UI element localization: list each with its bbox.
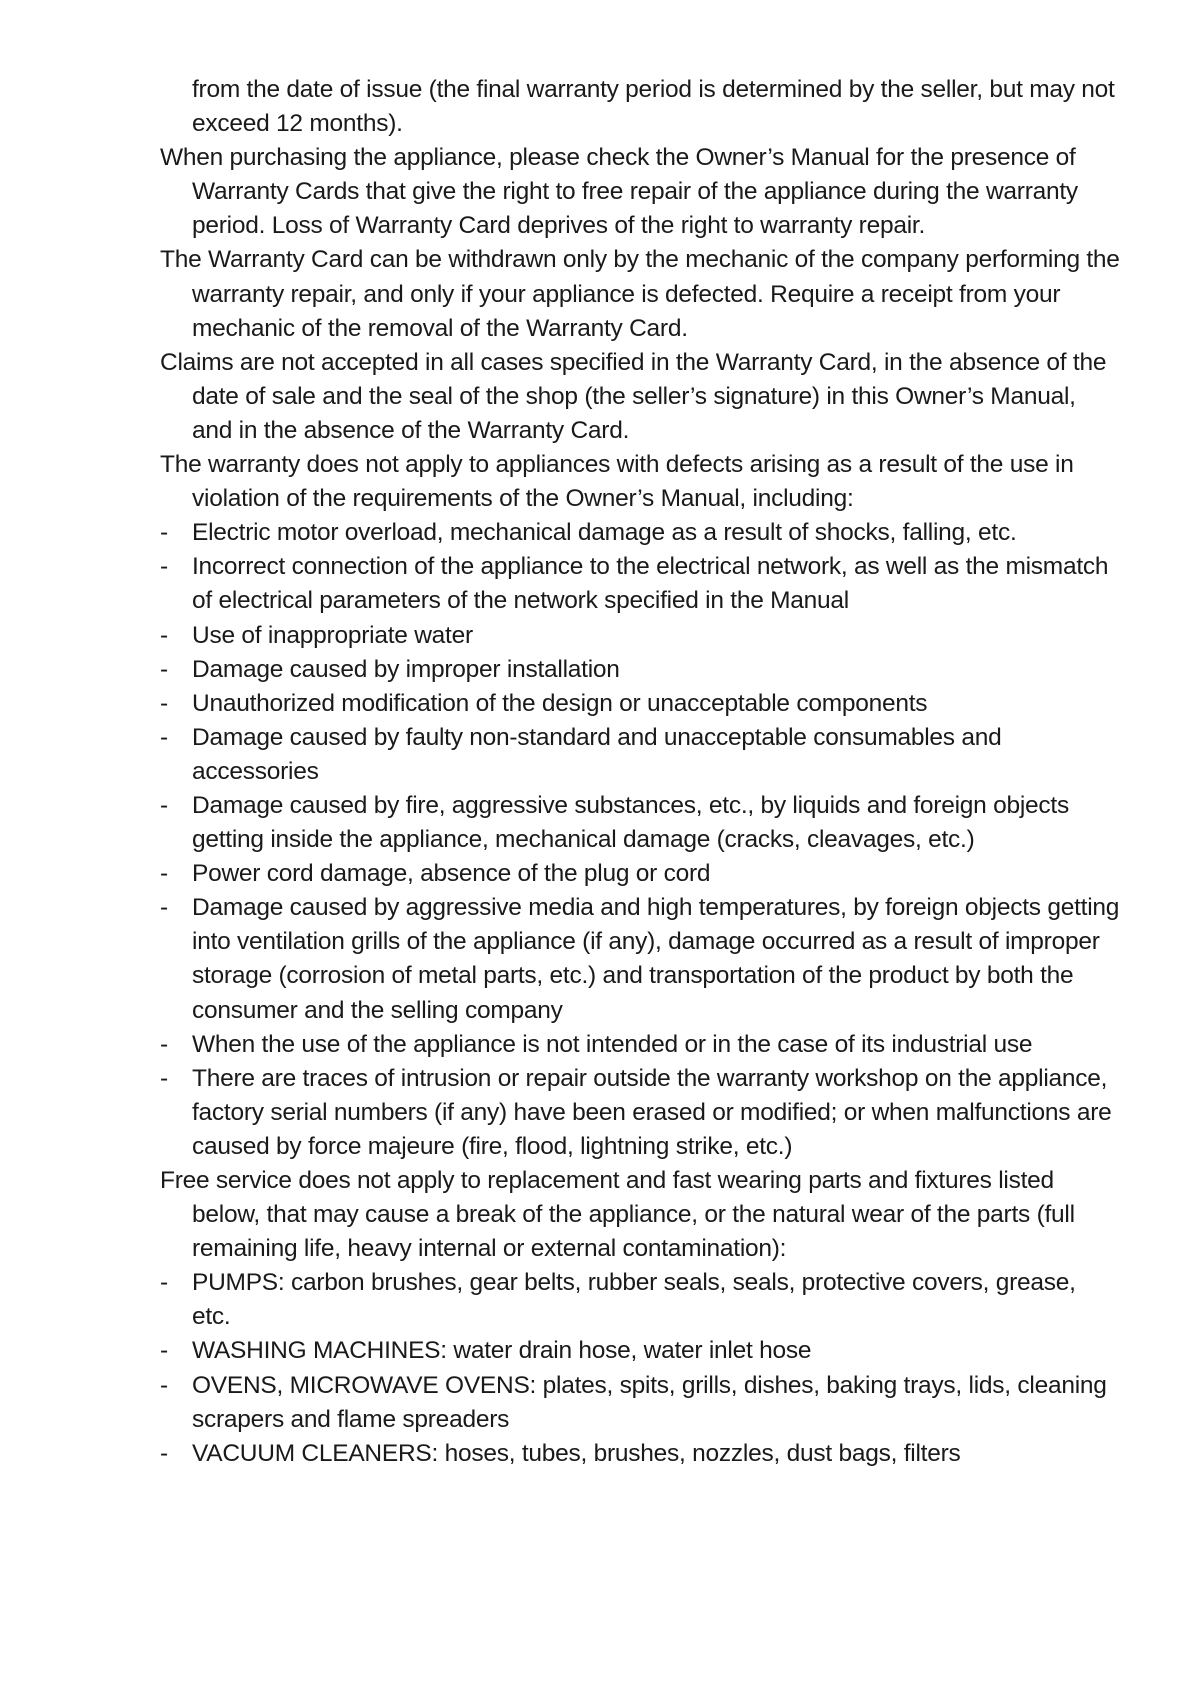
list-item-text: When the use of the appliance is not intended or in the case of its industrial use [192, 1030, 1033, 1058]
paragraph-warranty-cards: When purchasing the appliance, please check the Owner’s Manual for the presence of Warranty Cards that give the right to free repair of the appliance during the warranty period. Loss of Warranty Card deprives of the right to warranty repair. [160, 144, 1078, 240]
bullet-dash: - [160, 1337, 168, 1365]
continuation-text: from the date of issue (the final warranty period is determined by the seller, but may not exceed 12 months). [192, 76, 1115, 138]
bullet-dash: - [160, 1064, 168, 1092]
list-item-text: Damage caused by faulty non-standard and unacceptable consumables and accessories [192, 723, 1002, 785]
bullet-dash: - [160, 519, 168, 547]
list-item-text: There are traces of intrusion or repair outside the warranty workshop on the appliance, factory serial numbers (if any) have been erased or modified; or when malfunctions are caused by force majeure (fire, flood, lightning strike, etc.) [192, 1064, 1112, 1160]
bullet-dash: - [160, 621, 168, 649]
bullet-dash: - [160, 791, 168, 819]
bullet-dash: - [160, 723, 168, 751]
bullet-dash: - [160, 1030, 168, 1058]
paragraph-warranty-exclusions: The warranty does not apply to appliances with defects arising as a result of the use in violation of the requirements of the Owner’s Manual, including: [160, 451, 1074, 513]
list-item-text: PUMPS: carbon brushes, gear belts, rubber seals, seals, protective covers, grease, etc. [192, 1269, 1076, 1331]
list-item [160, 1369, 1120, 1437]
list-item [160, 516, 1120, 550]
bullet-dash: - [160, 1371, 168, 1399]
bullet-dash: - [160, 553, 168, 581]
exclusions-list [160, 516, 1120, 1164]
bullet-dash: - [160, 689, 168, 717]
list-item-text: OVENS, MICROWAVE OVENS: plates, spits, grills, dishes, baking trays, lids, cleaning scrapers and flame spreaders [192, 1371, 1107, 1433]
list-item [160, 619, 1120, 653]
list-item-text: Incorrect connection of the appliance to the electrical network, as well as the mismatch of electrical parameters of the network specified in the Manual [192, 553, 1109, 615]
list-item [160, 1437, 1120, 1471]
list-item-text: Damage caused by fire, aggressive substances, etc., by liquids and foreign objects getting inside the appliance, mechanical damage (cracks, cleavages, etc.) [192, 791, 1069, 854]
list-item [160, 687, 1120, 721]
warranty-terms-text [160, 73, 1120, 1471]
bullet-dash: - [160, 1269, 168, 1297]
list-item-text: Power cord damage, absence of the plug or cord [192, 860, 711, 888]
list-item [160, 1334, 1120, 1368]
list-item [160, 721, 1120, 789]
list-item-text: Use of inappropriate water [192, 621, 473, 649]
list-item [160, 1028, 1120, 1062]
bullet-dash: - [160, 894, 168, 922]
list-item-text: Unauthorized modification of the design or unacceptable components [192, 689, 928, 717]
list-item-text: WASHING MACHINES: water drain hose, water inlet hose [192, 1337, 812, 1365]
paragraph-card-withdrawal: The Warranty Card can be withdrawn only by the mechanic of the company performing the warranty repair, and only if your appliance is defected. Require a receipt from your mechanic of the removal of the Warranty Card. [160, 246, 1120, 342]
list-item [160, 1062, 1120, 1164]
list-item [160, 653, 1120, 687]
bullet-dash: - [160, 655, 168, 683]
list-item [160, 857, 1120, 891]
paragraph-claims-not-accepted: Claims are not accepted in all cases specified in the Warranty Card, in the absence of the date of sale and the seal of the shop (the seller’s signature) in this Owner’s Manual, and in the absence of the Warranty Card. [160, 348, 1107, 444]
list-item-text: VACUUM CLEANERS: hoses, tubes, brushes, nozzles, dust bags, filters [192, 1439, 961, 1467]
bullet-dash: - [160, 860, 168, 888]
wear-parts-list [160, 1266, 1120, 1471]
list-item-text: Damage caused by aggressive media and high temperatures, by foreign objects getting into ventilation grills of the appliance (if any), damage occurred as a result of improper storage (corrosion of metal parts, etc.) and transportation of the product by both the consumer and the selling company [192, 894, 1120, 1024]
list-item-text: Damage caused by improper installation [192, 655, 620, 683]
list-item [160, 550, 1120, 618]
list-item [160, 891, 1120, 1027]
list-item [160, 789, 1120, 857]
paragraph-free-service: Free service does not apply to replacement and fast wearing parts and fixtures listed below, that may cause a break of the appliance, or the natural wear of the parts (full remaining life, heavy internal or external contamination): [160, 1167, 1075, 1263]
list-item-text: Electric motor overload, mechanical damage as a result of shocks, falling, etc. [192, 519, 1017, 547]
bullet-dash: - [160, 1439, 168, 1467]
list-item [160, 1266, 1120, 1334]
